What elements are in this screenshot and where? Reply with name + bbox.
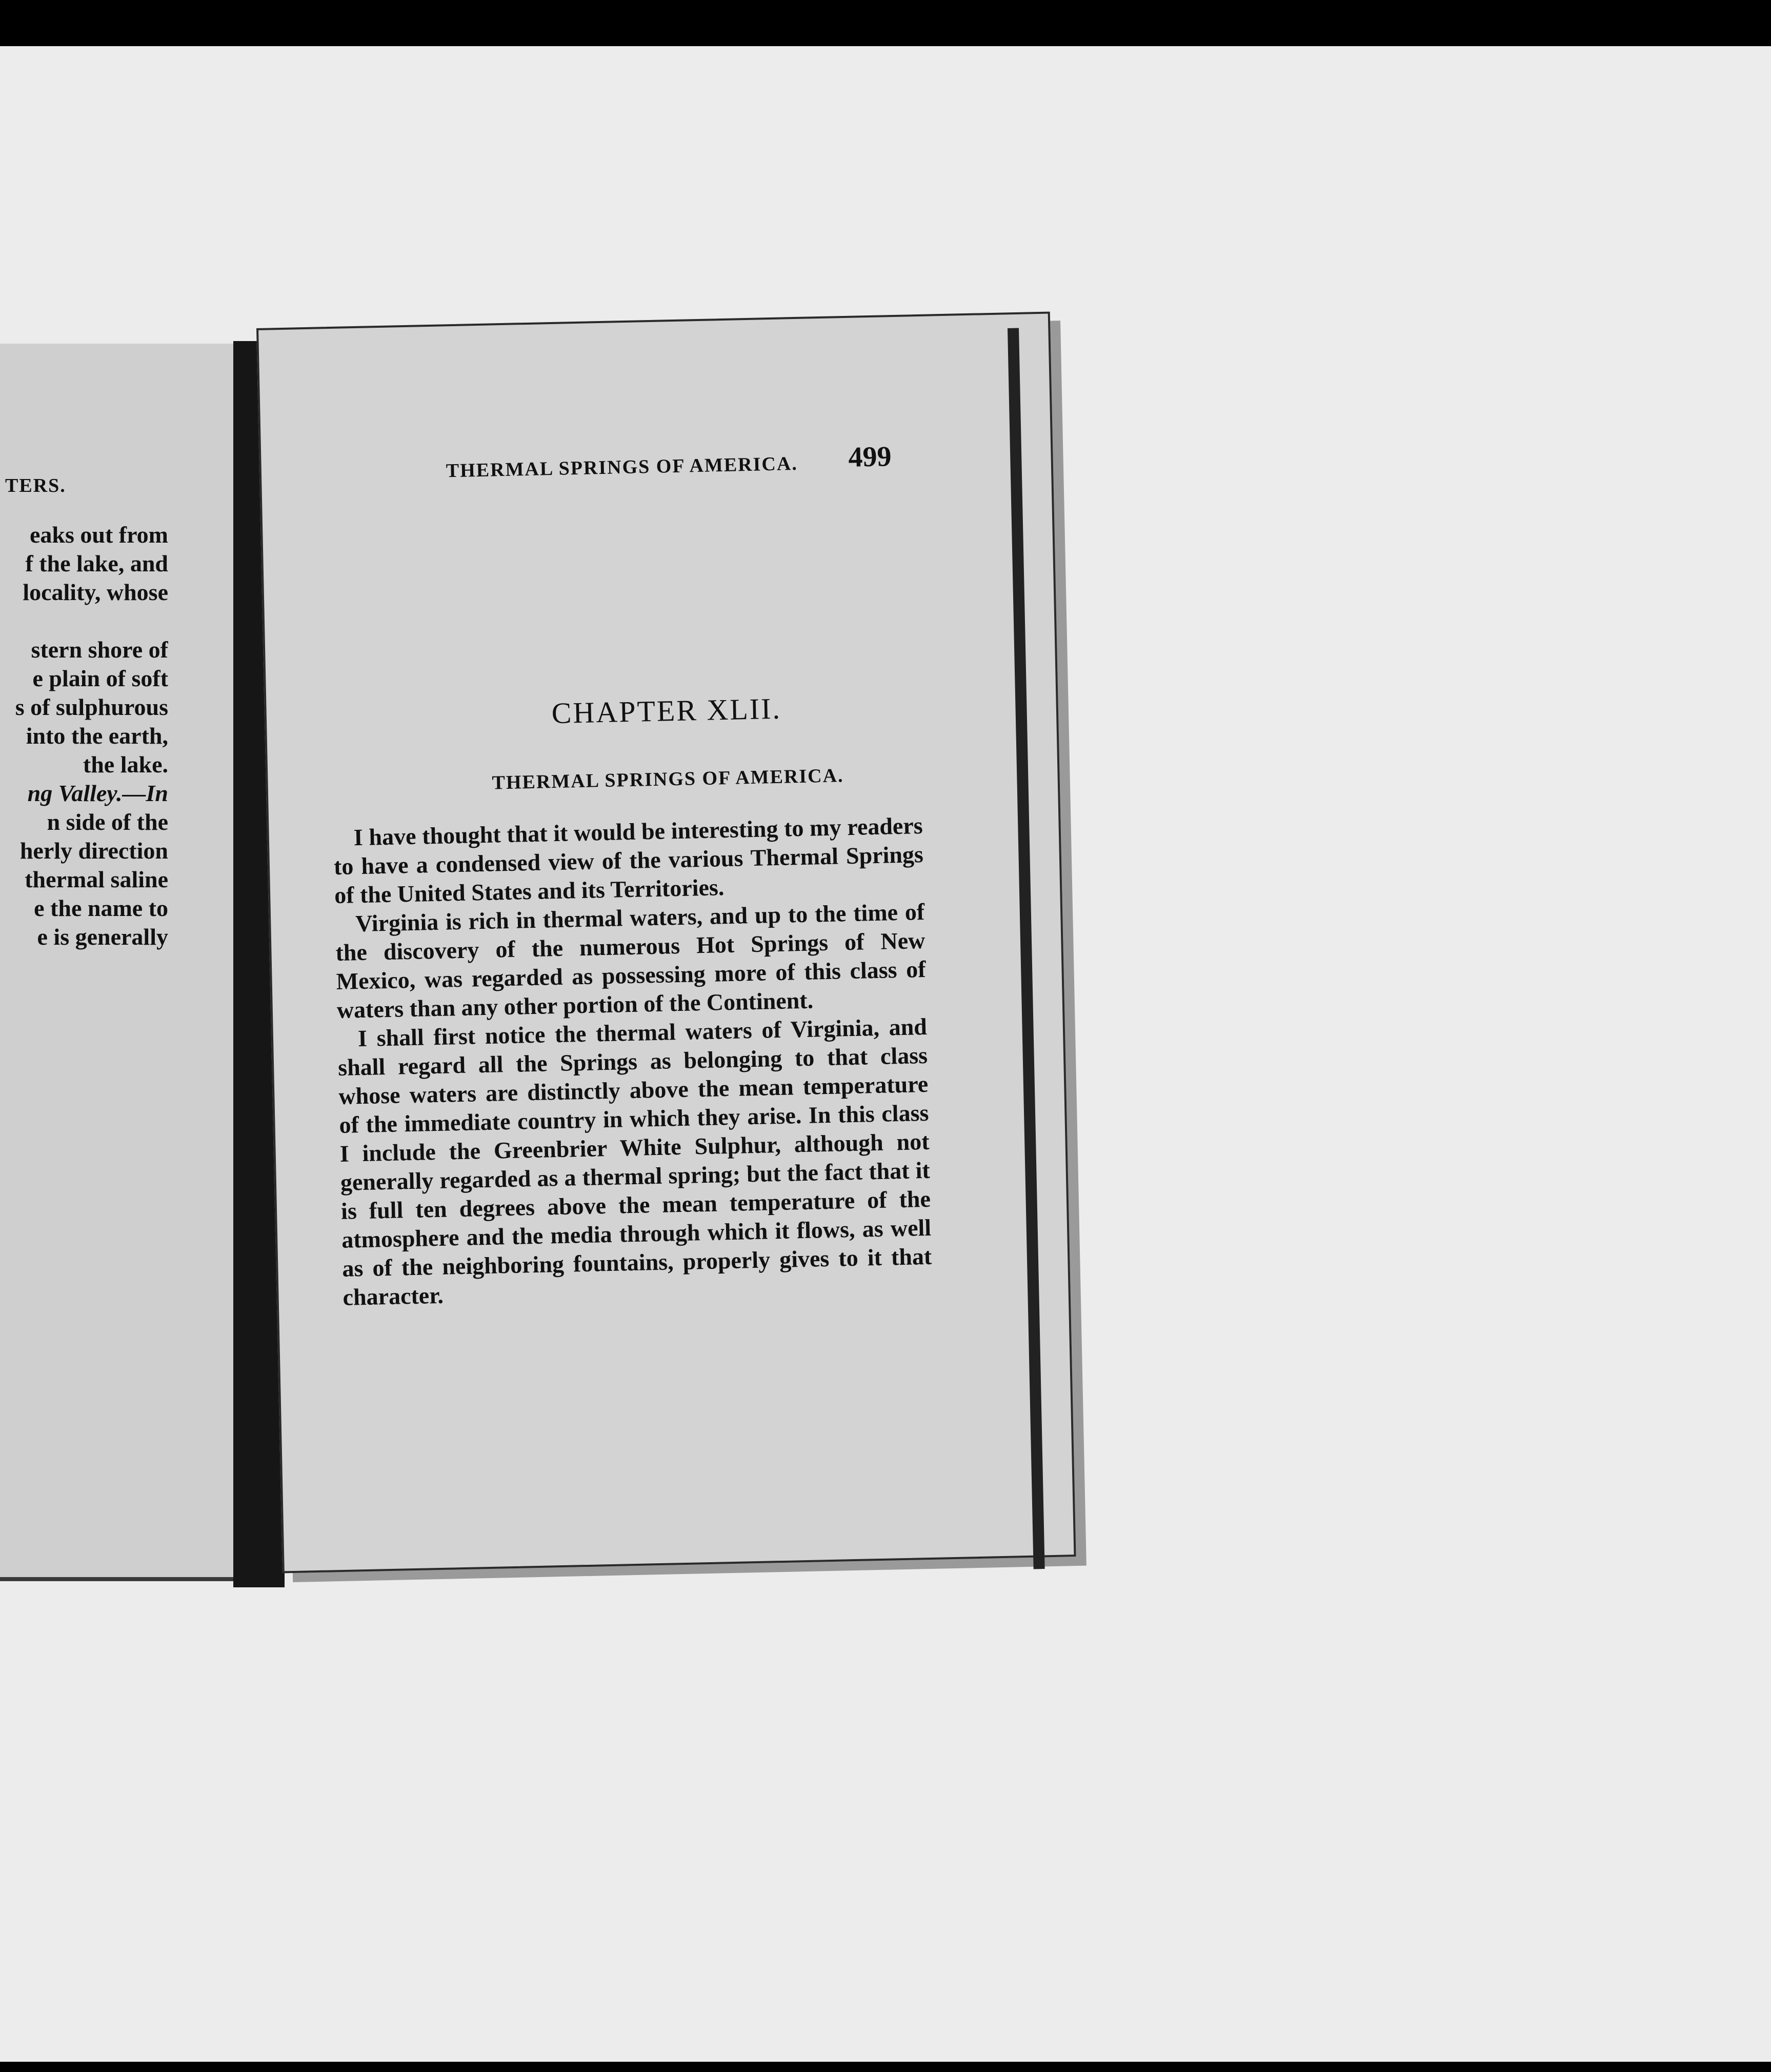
left-line: n side of the bbox=[47, 809, 168, 835]
left-running-head: TERS. bbox=[5, 475, 66, 496]
paragraph: I have thought that it would be interesting to my readers to have a condensed view of the various Thermal Springs of the United States and its Territories. bbox=[333, 812, 924, 909]
left-line: e is generally bbox=[37, 924, 168, 950]
section-title: THERMAL SPRINGS OF AMERICA. bbox=[492, 765, 844, 794]
left-line: thermal saline bbox=[25, 866, 168, 892]
paragraph: Virginia is rich in thermal waters, and up to the time of the discovery of the numerous Hot Springs of New Mexico, was regarded as possessing more of this class of waters than any other portion of the Continent. bbox=[335, 898, 926, 1024]
left-line: s of sulphurous bbox=[15, 694, 168, 720]
left-line: e the name to bbox=[34, 895, 168, 921]
left-line: e plain of soft bbox=[32, 665, 168, 691]
left-line: f the lake, and bbox=[25, 550, 168, 576]
left-line: the lake. bbox=[83, 751, 168, 778]
left-line: eaks out from bbox=[29, 522, 168, 548]
left-line bbox=[0, 607, 168, 635]
body-text bbox=[333, 811, 933, 1312]
left-line: herly direction bbox=[19, 838, 168, 864]
chapter-title: CHAPTER XLII. bbox=[551, 691, 782, 730]
right-running-head: THERMAL SPRINGS OF AMERICA. bbox=[446, 452, 798, 482]
right-page bbox=[256, 312, 1076, 1573]
left-page-text bbox=[0, 521, 168, 951]
left-line: ng Valley.—In bbox=[27, 780, 168, 806]
left-line: locality, whose bbox=[23, 579, 168, 605]
page-number: 499 bbox=[848, 441, 892, 473]
left-line: into the earth, bbox=[26, 723, 168, 749]
paragraph: I shall first notice the thermal waters of Virginia, and shall regard all the Springs as belonging to that class whose waters are distinctly above the mean temperature of the immediate country in which they arise. In this class I include the Greenbrier White Sulphur, although not generally regarded as a thermal spring; but the fact that it is full ten degrees above the mean temperature of the atmosphere and the media through which it flows, as well as of the neighboring fountains, properly gives to it that character. bbox=[337, 1013, 932, 1310]
left-line: stern shore of bbox=[31, 636, 168, 663]
left-page bbox=[0, 344, 251, 1581]
